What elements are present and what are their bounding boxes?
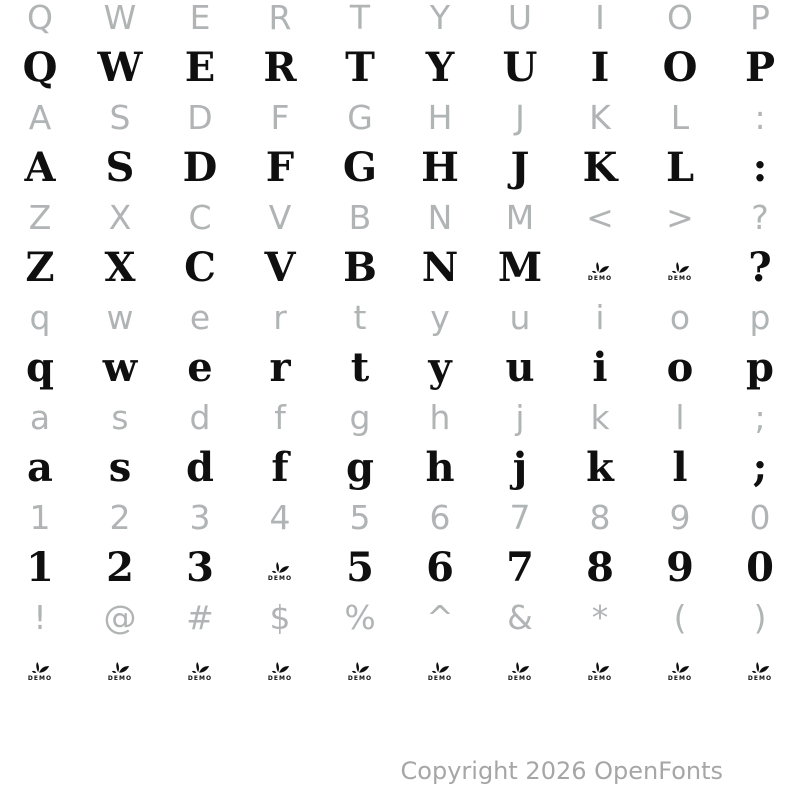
glyph-cell: w <box>106 298 134 337</box>
glyph-cell: ^ <box>426 598 454 637</box>
glyph-cell: 5 <box>346 544 374 591</box>
demo-ornament-glyph <box>28 661 52 682</box>
glyph-cell: < <box>586 198 614 237</box>
glyph-cell: a <box>27 444 53 491</box>
glyph-cell: X <box>108 198 132 237</box>
glyph-row-12-black <box>0 543 800 593</box>
demo-ornament-glyph <box>268 661 292 682</box>
glyph-cell: > <box>666 198 694 237</box>
glyph-cell-demo <box>640 243 720 293</box>
glyph-cell: w <box>102 344 138 391</box>
glyph-cell: W <box>97 44 143 91</box>
demo-label: DEMO <box>347 674 373 682</box>
glyph-cell: 9 <box>666 544 694 591</box>
demo-ornament-glyph <box>588 261 612 282</box>
glyph-cell: F <box>265 144 295 191</box>
glyph-cell-demo <box>160 643 240 693</box>
glyph-cell: M <box>505 198 535 237</box>
glyph-cell: W <box>103 0 137 37</box>
glyph-cell: K <box>582 144 618 191</box>
leaf-ornament-icon <box>589 661 611 675</box>
glyph-cell: o <box>669 298 691 337</box>
demo-label: DEMO <box>667 674 693 682</box>
glyph-cell: Y <box>425 44 455 91</box>
glyph-cell: s <box>108 444 132 491</box>
glyph-cell: l <box>675 398 685 437</box>
glyph-cell: P <box>750 0 770 37</box>
leaf-ornament-icon <box>429 661 451 675</box>
glyph-cell: j <box>512 444 528 491</box>
glyph-cell: N <box>421 244 459 291</box>
demo-ornament-glyph <box>668 661 692 682</box>
glyph-cell: 6 <box>429 498 451 537</box>
glyph-cell: G <box>347 98 373 137</box>
glyph-cell: * <box>591 598 609 637</box>
glyph-cell: Y <box>429 0 451 37</box>
demo-ornament-glyph <box>108 661 132 682</box>
glyph-cell: 2 <box>106 544 134 591</box>
demo-ornament-glyph <box>668 261 692 282</box>
leaf-ornament-icon <box>189 661 211 675</box>
glyph-cell: ; <box>754 398 766 437</box>
glyph-cell: d <box>189 398 211 437</box>
glyph-cell-demo <box>560 643 640 693</box>
glyph-cell: r <box>269 344 291 391</box>
glyph-cell: U <box>502 44 538 91</box>
glyph-cell: % <box>344 598 376 637</box>
demo-ornament-glyph <box>508 661 532 682</box>
glyph-cell-demo <box>400 643 480 693</box>
demo-label: DEMO <box>507 674 533 682</box>
glyph-cell: & <box>507 598 533 637</box>
glyph-cell: p <box>749 298 771 337</box>
glyph-cell: O <box>667 0 693 37</box>
glyph-cell: V <box>264 244 296 291</box>
glyph-cell: e <box>187 344 213 391</box>
glyph-cell-demo <box>240 543 320 593</box>
glyph-row-3-gray <box>0 93 800 143</box>
glyph-cell: A <box>24 144 56 191</box>
glyph-cell-demo <box>320 643 400 693</box>
glyph-cell: t <box>353 298 367 337</box>
glyph-cell: 9 <box>669 498 691 537</box>
glyph-cell: Q <box>22 44 58 91</box>
glyph-cell: ? <box>748 244 772 291</box>
glyph-cell: y <box>430 298 450 337</box>
glyph-cell: M <box>497 244 543 291</box>
glyph-cell: k <box>590 398 610 437</box>
glyph-row-1-gray <box>0 0 800 43</box>
glyph-cell: L <box>670 98 690 137</box>
demo-label: DEMO <box>267 674 293 682</box>
glyph-cell-demo <box>640 643 720 693</box>
glyph-cell: $ <box>269 598 291 637</box>
glyph-cell-demo <box>720 643 800 693</box>
demo-ornament-glyph <box>188 661 212 682</box>
glyph-cell: g <box>349 398 371 437</box>
glyph-cell: V <box>268 198 292 237</box>
glyph-cell: 4 <box>269 498 291 537</box>
glyph-cell: 3 <box>189 498 211 537</box>
glyph-cell-demo <box>480 643 560 693</box>
glyph-cell: P <box>744 44 776 91</box>
leaf-ornament-icon <box>749 661 771 675</box>
glyph-cell: : <box>752 144 768 191</box>
glyph-cell: 1 <box>29 498 51 537</box>
glyph-cell: T <box>345 44 375 91</box>
glyph-cell: l <box>672 444 688 491</box>
glyph-cell: K <box>589 98 611 137</box>
leaf-ornament-icon <box>509 661 531 675</box>
glyph-cell: o <box>666 344 694 391</box>
glyph-cell-demo <box>240 643 320 693</box>
glyph-cell: S <box>109 98 131 137</box>
glyph-cell: k <box>586 444 614 491</box>
glyph-cell: 8 <box>589 498 611 537</box>
leaf-ornament-icon <box>29 661 51 675</box>
glyph-cell: X <box>104 244 136 291</box>
glyph-cell: C <box>184 244 216 291</box>
demo-label: DEMO <box>427 674 453 682</box>
glyph-row-9-gray <box>0 393 800 443</box>
glyph-row-4-black <box>0 143 800 193</box>
glyph-cell: E <box>189 0 211 37</box>
glyph-cell: q <box>29 298 51 337</box>
demo-ornament-glyph <box>268 561 292 582</box>
glyph-cell: D <box>182 144 218 191</box>
glyph-cell: 3 <box>186 544 214 591</box>
glyph-row-14-black <box>0 643 800 693</box>
glyph-cell: e <box>189 298 211 337</box>
glyph-cell: J <box>515 98 525 137</box>
leaf-ornament-icon <box>109 661 131 675</box>
glyph-cell: f <box>271 444 289 491</box>
glyph-cell-demo <box>560 243 640 293</box>
glyph-cell: ) <box>753 598 767 637</box>
demo-ornament-glyph <box>348 661 372 682</box>
glyph-cell: ? <box>751 198 769 237</box>
demo-ornament-glyph <box>588 661 612 682</box>
glyph-cell: F <box>270 98 290 137</box>
glyph-cell: 7 <box>509 498 531 537</box>
glyph-cell: 8 <box>586 544 614 591</box>
demo-label: DEMO <box>587 674 613 682</box>
glyph-cell: B <box>348 198 372 237</box>
glyph-cell: A <box>28 98 52 137</box>
copyright-text: Copyright 2026 OpenFonts <box>400 757 723 785</box>
demo-label: DEMO <box>107 674 133 682</box>
demo-label: DEMO <box>187 674 213 682</box>
glyph-cell: T <box>349 0 371 37</box>
demo-label: DEMO <box>747 674 773 682</box>
leaf-ornament-icon <box>669 261 691 275</box>
glyph-cell: d <box>186 444 214 491</box>
glyph-cell: 7 <box>506 544 534 591</box>
glyph-row-6-black <box>0 243 800 293</box>
glyph-cell: H <box>421 144 459 191</box>
glyph-cell: H <box>427 98 453 137</box>
glyph-cell: ; <box>752 444 768 491</box>
glyph-cell: s <box>111 398 129 437</box>
glyph-cell: I <box>595 0 605 37</box>
glyph-row-11-gray <box>0 493 800 543</box>
leaf-ornament-icon <box>589 261 611 275</box>
glyph-cell-demo <box>0 643 80 693</box>
demo-label: DEMO <box>667 274 693 282</box>
demo-label: DEMO <box>267 574 293 582</box>
glyph-cell: u <box>509 298 531 337</box>
glyph-cell: S <box>105 144 135 191</box>
glyph-cell-demo <box>80 643 160 693</box>
glyph-cell: ! <box>33 598 47 637</box>
leaf-ornament-icon <box>269 561 291 575</box>
glyph-cell: B <box>343 244 377 291</box>
glyph-cell: 0 <box>746 544 774 591</box>
glyph-cell: N <box>427 198 453 237</box>
glyph-cell: r <box>273 298 287 337</box>
glyph-cell: t <box>350 344 370 391</box>
glyph-row-5-gray <box>0 193 800 243</box>
glyph-cell: Q <box>27 0 53 37</box>
glyph-cell: f <box>274 398 286 437</box>
glyph-cell: : <box>754 98 766 137</box>
glyph-cell: 2 <box>109 498 131 537</box>
glyph-cell: O <box>662 44 698 91</box>
demo-ornament-glyph <box>428 661 452 682</box>
glyph-cell: U <box>507 0 533 37</box>
glyph-row-10-black <box>0 443 800 493</box>
glyph-cell: Z <box>28 198 52 237</box>
glyph-cell: 6 <box>426 544 454 591</box>
glyph-cell: y <box>428 344 452 391</box>
glyph-cell: R <box>263 44 297 91</box>
glyph-cell: 5 <box>349 498 371 537</box>
glyph-cell: R <box>268 0 292 37</box>
glyph-cell: 1 <box>26 544 54 591</box>
demo-label: DEMO <box>587 274 613 282</box>
glyph-cell: # <box>186 598 214 637</box>
glyph-cell: i <box>595 298 605 337</box>
glyph-cell: L <box>665 144 695 191</box>
glyph-cell: j <box>515 398 525 437</box>
glyph-cell: g <box>346 444 374 491</box>
glyph-cell: u <box>505 344 535 391</box>
glyph-cell: q <box>26 344 54 391</box>
demo-ornament-glyph <box>748 661 772 682</box>
glyph-cell: C <box>188 198 212 237</box>
glyph-cell: I <box>590 44 610 91</box>
glyph-cell: Z <box>25 244 55 291</box>
glyph-row-2-black <box>0 43 800 93</box>
glyph-cell: 0 <box>749 498 771 537</box>
glyph-cell: D <box>187 98 213 137</box>
leaf-ornament-icon <box>349 661 371 675</box>
glyph-cell: h <box>429 398 451 437</box>
leaf-ornament-icon <box>269 661 291 675</box>
glyph-row-13-gray <box>0 593 800 643</box>
glyph-cell: J <box>510 144 530 191</box>
glyph-cell: G <box>342 144 378 191</box>
glyph-cell: p <box>746 344 774 391</box>
glyph-row-8-black <box>0 343 800 393</box>
glyph-cell: E <box>184 44 216 91</box>
glyph-cell: a <box>29 398 51 437</box>
demo-label: DEMO <box>27 674 53 682</box>
glyph-cell: i <box>592 344 608 391</box>
leaf-ornament-icon <box>669 661 691 675</box>
glyph-row-7-gray <box>0 293 800 343</box>
glyph-cell: @ <box>103 598 137 637</box>
glyph-cell: ( <box>673 598 687 637</box>
glyph-cell: h <box>425 444 455 491</box>
